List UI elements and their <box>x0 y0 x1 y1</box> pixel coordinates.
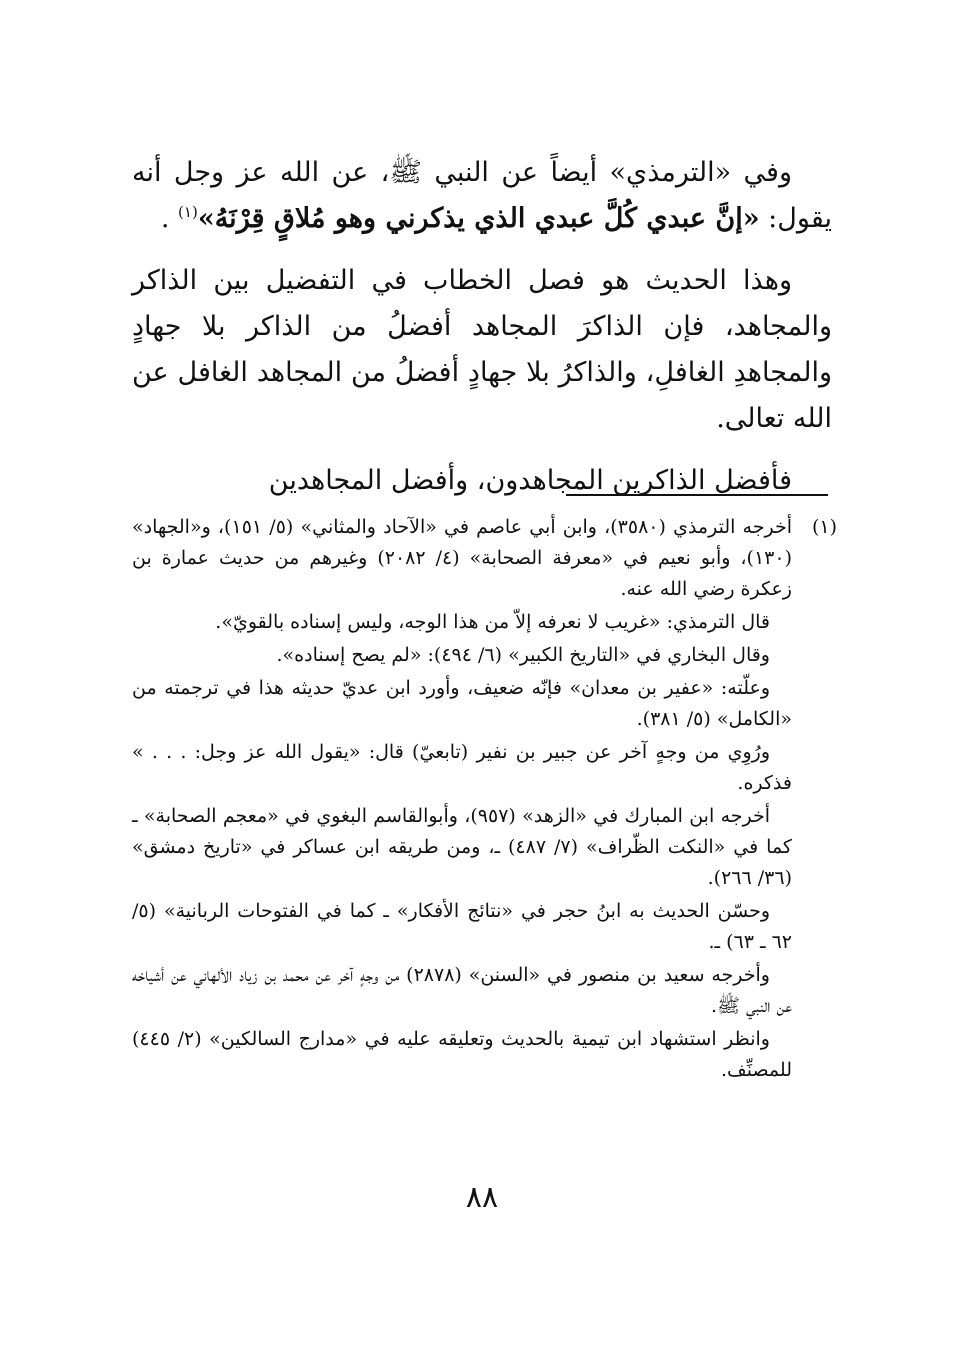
footnote-line: وانظر استشهاد ابن تيمية بالحديث وتعليقه عليه في «مدارج السالكين» (٢/ ٤٤٥) للمصنِّف. <box>132 1028 792 1081</box>
footnote-line: وقال البخاري في «التاريخ الكبير» (٦/ ٤٩٤): «لم يصح إسناده». <box>276 644 770 666</box>
main-text <box>132 150 832 520</box>
page-number: ٨٨ <box>465 1180 499 1215</box>
footnote-1 <box>132 512 837 1088</box>
footnote-line: وأخرجه سعيد بن منصور في «السنن» (٢٨٧٨) من وجهٍ آخر عن محمد بن زياد الألهاني عن أشياخه عن النبي ﷺ. <box>132 964 792 1017</box>
paragraph-1-text: وفي «الترمذي» أيضاً عن النبي ﷺ، عن الله عز وجل أنه يقول: <box>132 157 832 234</box>
paragraph-2: وهذا الحديث هو فصل الخطاب في التفضيل بين الذاكر والمجاهد، فإن الذاكرَ المجاهد أفضلُ من الذاكر بلا جهادٍ والمجاهدِ الغافلِ، والذاكرُ بلا جهادٍ أفضلُ من المجاهد الغافل عن الله تعالى. <box>132 265 832 434</box>
footnote-separator <box>566 494 828 496</box>
footnotes <box>132 512 837 1088</box>
paragraph-1-end: . <box>160 203 179 234</box>
footnote-line: وعلّته: «عفير بن معدان» فإنّه ضعيف، وأورد ابن عديّ حديثه هذا في ترجمته من «الكامل» (٥/ ٣٨١). <box>132 677 792 730</box>
paragraph-3: فأفضل الذاكرين المجاهدون، وأفضل المجاهدين <box>268 465 792 496</box>
paragraph-1 <box>132 150 832 242</box>
footnote-line: قال الترمذي: «غريب لا نعرفه إلاّ من هذا الوجه، وليس إسناده بالقويّ». <box>215 611 770 633</box>
footnote-line: أخرجه الترمذي (٣٥٨٠)، وابن أبي عاصم في «الآحاد والمثاني» (٥/ ١٥١)، و«الجهاد» (١٣٠)، وأبو نعيم في «معرفة الصحابة» (٤/ ٢٠٨٢) وغيرهم من حديث عمارة بن زعكرة رضي الله عنه. <box>132 516 792 600</box>
footnote-line: أخرجه ابن المبارك في «الزهد» (٩٥٧)، وأبوالقاسم البغوي في «معجم الصحابة» ـ كما في «النكت الظّراف» (٧/ ٤٨٧) ـ، ومن طريقه ابن عساكر في «تاريخ دمشق» (٣٦/ ٢٦٦). <box>132 805 792 889</box>
footnote-line: ورُوِي من وجهٍ آخر عن جبير بن نفير (تابعيّ) قال: «يقول الله عز وجل: . . . » فذكره. <box>132 741 792 794</box>
footnote-number: (١) <box>811 516 837 538</box>
hadith-quote: «إنَّ عبدي كُلَّ عبدي الذي يذكرني وهو مُلاقٍ قِرْنَهُ» <box>197 203 760 234</box>
footnote-reference: (١) <box>178 203 198 221</box>
footnote-body <box>132 512 792 1088</box>
footnote-line: وحسّن الحديث به ابنُ حجر في «نتائج الأفكار» ـ كما في الفتوحات الربانية» (٥/ ٦٢ ـ ٦٣) ـ. <box>132 900 792 953</box>
